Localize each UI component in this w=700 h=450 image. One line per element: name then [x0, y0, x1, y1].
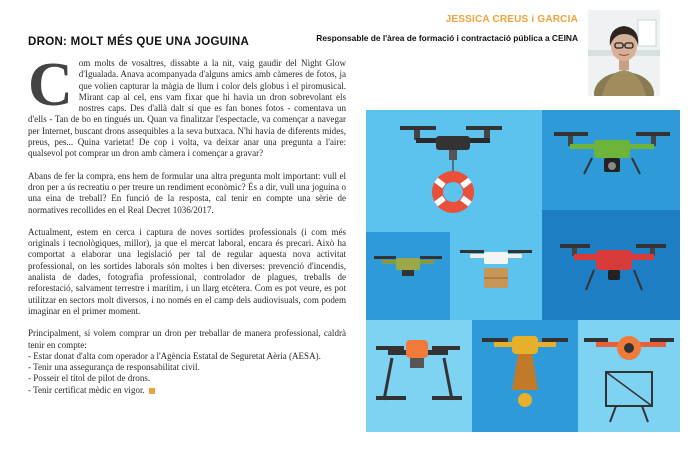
author-name: JESSICA CREUS i GARCIA: [445, 14, 578, 25]
paragraph-4: [28, 328, 346, 396]
drone-illustration-mosaic: [366, 110, 680, 432]
requirement-item: - Tenir una assegurança de responsabilitat civil.: [28, 362, 200, 373]
requirement-item: - Estar donat d'alta com operador a l'Agència Estatal de Seguretat Aèria (AESA).: [28, 350, 321, 361]
end-mark: [149, 388, 155, 394]
rescue-drone-icon: [400, 126, 502, 213]
small-drone-icon: [374, 256, 442, 276]
paragraph-intro: [28, 51, 346, 160]
author-photo: [588, 10, 660, 96]
spray-drone-icon: [482, 336, 568, 407]
firefighter-drone-icon: [376, 340, 462, 400]
article-headline: DRON: MOLT MÉS QUE UNA JOGUINA: [28, 36, 250, 48]
paragraph-3: Actualment, estem en cerca i captura de noves sortides professionals (i com més originals i tecnològiques, millor), ja que el mercat laboral, encara és precari. Això ha comportat a elaborar una legislació per tal de regular aquesta nova activitat professional, on les sortides laborals són moltes i ben diverses: prevenció d'incendis, analista de dades, fotografia professional, controlador de plagues, treballs de reforestació, salvament terrestre i marítim, i un llarg etcètera. Com es pot veure, es pot utilitzar en sectors molt diversos, i no només en el camp dels audiovisuals, com podem imaginar en el primer moment.: [28, 226, 346, 316]
drop-cap: C: [28, 51, 73, 119]
paragraph-4-text: Principalment, si volem comprar un dron per treballar de manera professional, caldrà tenir en compte:: [28, 328, 346, 350]
article-body: [28, 51, 346, 396]
red-drone-icon: [560, 244, 666, 290]
requirement-item: - Posseir el títol de pilot de drons.: [28, 373, 151, 384]
trap-drone-icon: [584, 336, 674, 422]
author-role: Responsable de l'àrea de formació i contractació pública a CEINA: [316, 33, 578, 43]
requirement-item: - Tenir certificat mèdic en vigor.: [28, 385, 346, 396]
paragraph-2: Abans de fer la compra, ens hem de formular una altra pregunta molt important: vull el dron per a ús recreatiu o per treure un rendiment econòmic? És a dir, vull una joguina o una eina de treball? En funció de la resposta, cal tenir en compte una sèrie de normatives recollides en el Real Decret 1036/2017.: [28, 170, 346, 215]
paragraph-1-text: om molts de vosaltres, dissabte a la nit, vaig gaudir del Night Glow d'Igualada. Anava acompanyada d'alguns amics amb càmeres de fotos, ja que volien capturar la màgia de llum i color dels globus i el piromusical. Mirant cap al cel, ens vam fixar que hi havia un dron sobrevolant els nostres caps. Des d'allà dalt sí que es fan bones fotos - comentava un d'ells - Tan de bo en tingués un. Quan va finalitzar l'espectacle, va començar a navegar per Internet, buscant drons assequibles a la seva butxaca. N'hi havia de diferents mides, preus, pes... Quina varietat! De cop i volta, va deixar anar una pregunta a l'aire: qualsevol pot comprar un dron amb càmera i començar a gravar?: [28, 58, 346, 159]
camera-drone-icon: [554, 132, 670, 174]
package-drone-icon: [460, 250, 532, 288]
